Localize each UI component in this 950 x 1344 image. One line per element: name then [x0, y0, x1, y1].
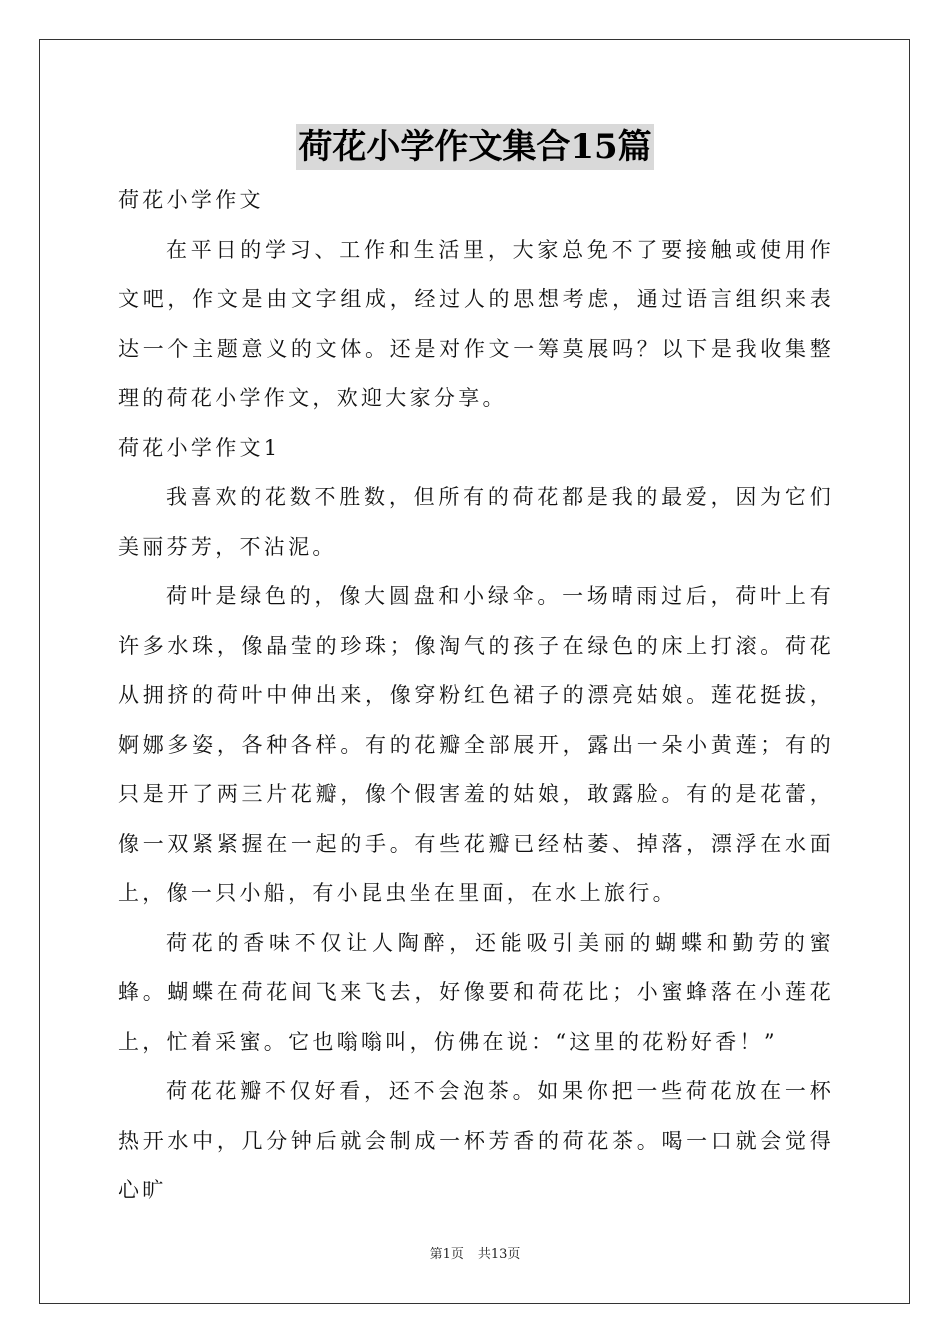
- page-number: 第1页: [429, 1247, 464, 1262]
- page-total: 共13页: [477, 1247, 521, 1262]
- section-heading: 荷花小学作文: [118, 188, 264, 212]
- paragraph: 我喜欢的花数不胜数，但所有的荷花都是我的最爱，因为它们美丽芬芳，不沾泥。: [118, 485, 834, 559]
- page-footer: [0, 1246, 950, 1264]
- paragraph: 荷花花瓣不仅好看，还不会泡茶。如果你把一些荷花放在一杯热开水中，几分钟后就会制成一杯芳香的荷花茶。喝一口就会觉得心旷: [118, 1079, 834, 1202]
- document-body: [118, 176, 834, 1216]
- title-container: [0, 124, 950, 170]
- paragraph: 荷花的香味不仅让人陶醉，还能吸引美丽的蝴蝶和勤劳的蜜蜂。蝴蝶在荷花间飞来飞去，好像要和荷花比；小蜜蜂落在小莲花上，忙着采蜜。它也嗡嗡叫，仿佛在说：“这里的花粉好香！”: [118, 930, 834, 1054]
- paragraph: 荷叶是绿色的，像大圆盘和小绿伞。一场晴雨过后，荷叶上有许多水珠，像晶莹的珍珠；像淘气的孩子在绿色的床上打滚。荷花从拥挤的荷叶中伸出来，像穿粉红色裙子的漂亮姑娘。莲花挺拔，婀娜多姿，各种各样。有的花瓣全部展开，露出一朵小黄莲；有的只是开了两三片花瓣，像个假害羞的姑娘，敢露脸。有的是花蕾，像一双紧紧握在一起的手。有些花瓣已经枯萎、掉落，漂浮在水面上，像一只小船，有小昆虫坐在里面，在水上旅行。: [118, 584, 834, 905]
- document-title: 荷花小学作文集合15篇: [296, 124, 653, 170]
- paragraph: 在平日的学习、工作和生活里，大家总免不了要接触或使用作文吧，作文是由文字组成，经过人的思想考虑，通过语言组织来表达一个主题意义的文体。还是对作文一筹莫展吗？以下是我收集整理的荷花小学作文，欢迎大家分享。: [118, 237, 834, 410]
- section-heading: 荷花小学作文1: [118, 435, 281, 460]
